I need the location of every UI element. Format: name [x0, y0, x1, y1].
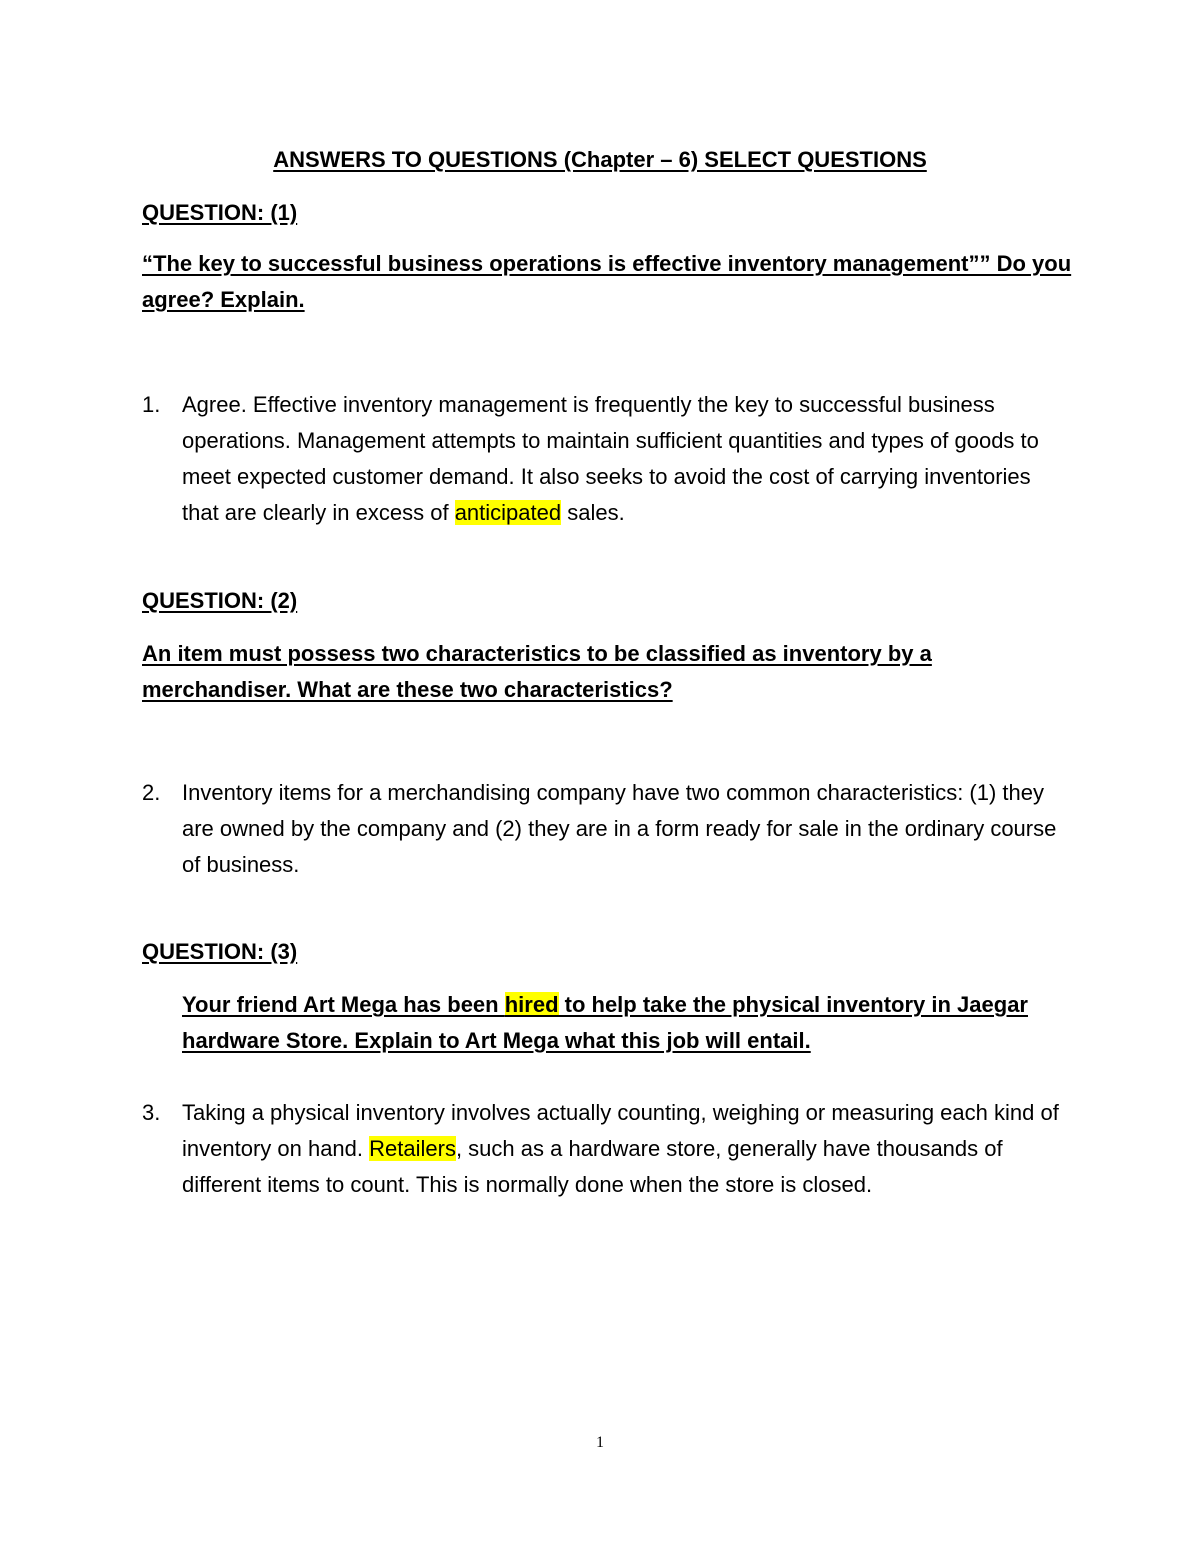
answer-1-text-end: sales.: [561, 500, 625, 525]
answer-2-number: 2.: [142, 780, 161, 805]
question-2-heading: QUESTION: (2): [142, 588, 298, 613]
answer-3-text-part: Taking a physical inventory involves actually counting, weighing or measuring each kind of inventory on hand.: [182, 1100, 1059, 1161]
answer-3-number: 3.: [142, 1100, 161, 1125]
answer-1: [142, 387, 1062, 531]
highlighted-word-hired: hired: [504, 992, 559, 1017]
question-3-prompt-part: Your friend Art Mega has been: [182, 992, 505, 1017]
document-title: ANSWERS TO QUESTIONS (Chapter – 6) SELECT QUESTIONS: [273, 147, 927, 172]
answer-3-text: [182, 1095, 1062, 1203]
answer-1-text-part: Agree. Effective inventory management is frequently the key to successful business operations. Management attempts to maintain sufficient quantities and types of goods to meet expected customer demand. It also seeks to avoid the cost of carrying inventories that are clearly in excess of: [182, 392, 1039, 525]
answer-2: [142, 775, 1062, 883]
answer-3-text-end: , such as a hardware store, generally have thousands of different items to count. This is normally done when the store is closed.: [182, 1136, 1003, 1197]
answer-1-text: [182, 387, 1062, 531]
answer-2-text: Inventory items for a merchandising company have two common characteristics: (1) they are owned by the company and (2) they are in a form ready for sale in the ordinary course of business.: [182, 780, 1057, 877]
page-number: 1: [596, 1434, 604, 1451]
highlighted-word-anticipated: anticipated: [454, 500, 562, 525]
question-1-prompt: “The key to successful business operations is effective inventory management”” Do you agree? Explain.: [142, 251, 1072, 312]
highlighted-word-retailers: Retailers: [369, 1136, 456, 1161]
question-1-heading: QUESTION: (1): [142, 200, 298, 225]
answer-1-number: 1.: [142, 392, 161, 417]
question-3-heading: QUESTION: (3): [142, 939, 298, 964]
answer-3: [142, 1095, 1062, 1203]
question-3-prompt: [182, 987, 1042, 1059]
question-2-prompt: An item must possess two characteristics to be classified as inventory by a merchandiser. What are these two characteristics?: [142, 641, 932, 702]
question-3-prompt-end: to help take the physical inventory in Jaegar hardware Store. Explain to Art Mega what this job will entail.: [182, 992, 1028, 1053]
